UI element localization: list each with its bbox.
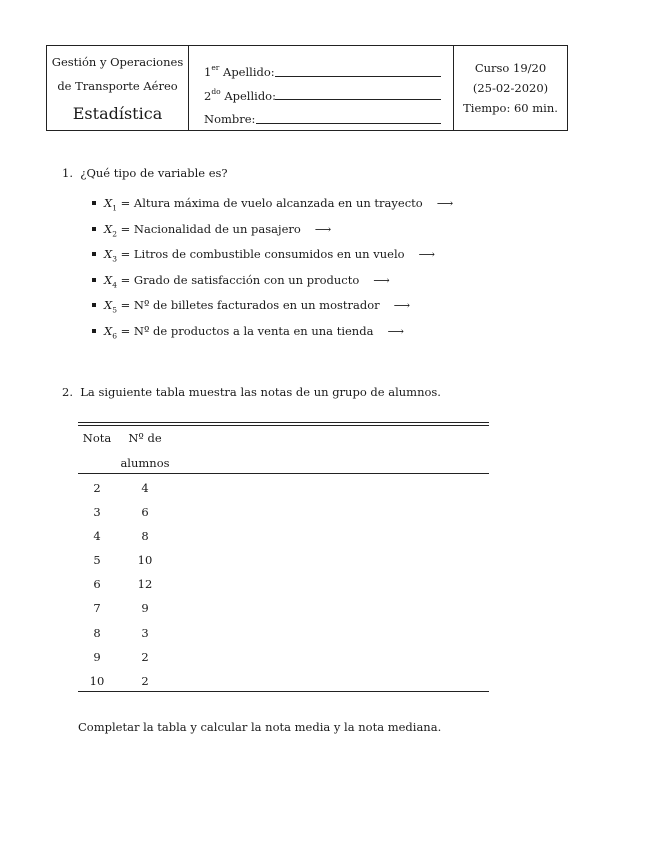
variable-item-3: $X_3$ = Litros de combustible consumidos en un vuelo ⟶ (92, 247, 435, 263)
subject-title: Estadística (72, 104, 163, 123)
question-1-number: 1. (62, 166, 73, 180)
variable-item-2: $X_2$ = Nacionalidad de un pasajero ⟶ (92, 222, 331, 238)
table-top-rule-2 (78, 425, 489, 426)
question-2-number: 2. (62, 385, 73, 399)
exam-header (46, 45, 568, 131)
student-fields (189, 46, 453, 130)
course-info (47, 46, 189, 130)
name-field[interactable] (256, 123, 441, 124)
exam-info (453, 46, 567, 130)
table-top-rule (78, 422, 489, 423)
bullet-icon (92, 227, 96, 231)
variable-item-5: $X_5$ = Nº de billetes facturados en un mostrador ⟶ (92, 298, 410, 314)
arrow-icon: ⟶ (418, 247, 436, 261)
question-2 (62, 385, 441, 399)
arrow-icon: ⟶ (314, 222, 332, 236)
second-surname-field[interactable] (275, 99, 441, 100)
variable-item-1: $X_1$ = Altura máxima de vuelo alcanzada en un trayecto ⟶ (92, 196, 453, 212)
header-alumnos-line1: Nº de (128, 431, 162, 445)
arrow-icon: ⟶ (387, 324, 404, 338)
bullet-icon (92, 329, 96, 333)
header-nota: Nota (82, 431, 112, 445)
course-name-line1: Gestión y Operaciones (51, 55, 184, 69)
arrow-icon: ⟶ (393, 298, 411, 312)
question-2-instructions: Completar la tabla y calcular la nota media y la nota mediana. (78, 720, 442, 734)
exam-duration: Tiempo: 60 min. (463, 101, 558, 115)
bullet-icon (92, 303, 96, 307)
table-bottom-rule (78, 691, 489, 692)
course-name-line2: de Transporte Aéreo (57, 79, 178, 93)
header-alumnos-line2: alumnos (120, 456, 170, 470)
bullet-icon (92, 278, 96, 282)
first-surname-label: 1er Apellido: (204, 63, 275, 79)
name-label: Nombre: (204, 112, 256, 126)
arrow-icon: ⟶ (436, 196, 454, 210)
variable-item-6: $X_6$ = Nº de productos a la venta en una tienda ⟶ (92, 324, 404, 340)
second-surname-label: $2^{do}$ Apellido: (204, 87, 276, 103)
table-header-rule (78, 473, 489, 474)
question-1 (62, 166, 228, 180)
first-surname-field[interactable] (275, 76, 441, 77)
bullet-icon (92, 201, 96, 205)
bullet-icon (92, 252, 96, 256)
arrow-icon: ⟶ (373, 273, 390, 287)
question-2-text: La siguiente tabla muestra las notas de un grupo de alumnos. (80, 385, 441, 399)
course-year: Curso 19/20 (474, 61, 547, 75)
variable-item-4: $X_4$ = Grado de satisfacción con un producto ⟶ (92, 273, 390, 289)
question-1-text: ¿Qué tipo de variable es? (80, 166, 228, 180)
exam-date: (25-02-2020) (472, 81, 549, 95)
